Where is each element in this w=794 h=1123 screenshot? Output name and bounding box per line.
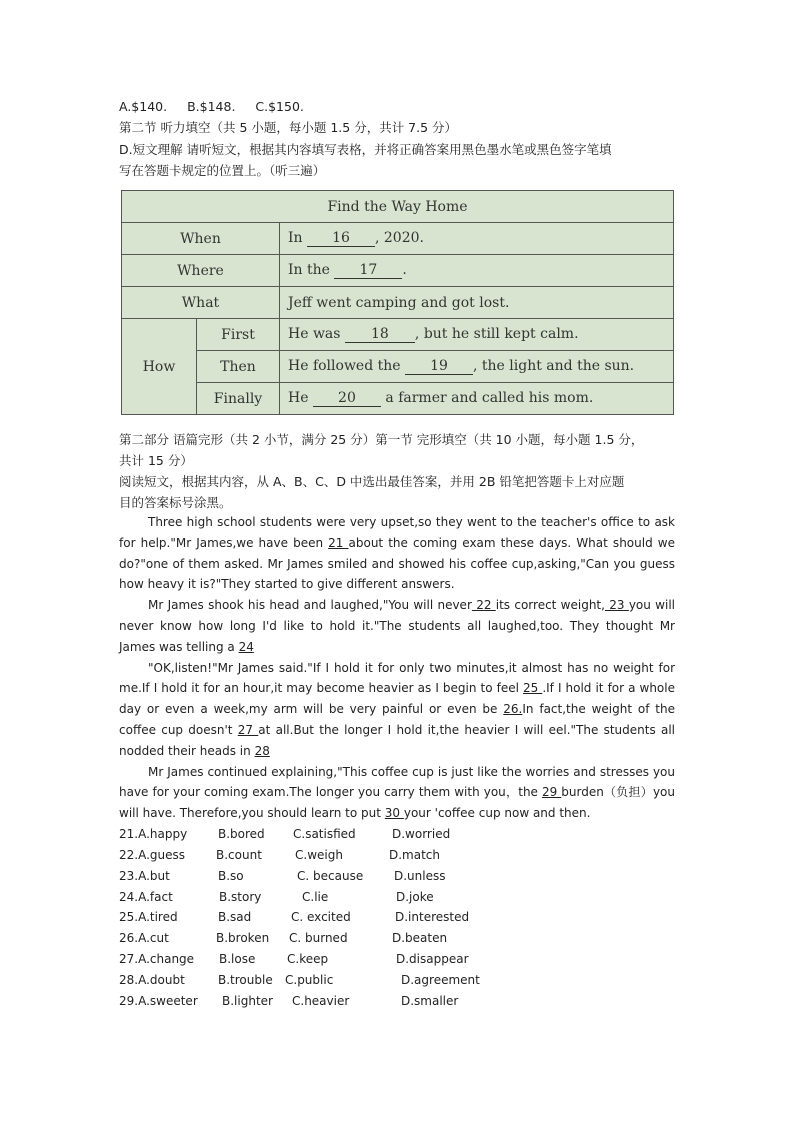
passage-paragraph-4: Mr James continued explaining,"This coffee cup is just like the worries and stresses you have for your coming exam.The longer you carry them with you，the 29 burden（负担）you will have. Therefore,you should learn to put 30 your 'coffee cup now and then.	[119, 764, 675, 821]
first-label: First	[197, 319, 280, 351]
table-title: Find the Way Home	[122, 191, 674, 223]
passage-paragraph-3: "OK,listen!"Mr James said."If I hold it for only two minutes,it almost has no weight for me.If I hold it for an hour,it may become heavier as I begin to feel 25 .If I hold it for a whole day or even a week,my arm will be very painful or even be 26.In fact,the weight of the coffee cup doesn't 27 at all.But the longer I hold it,the heavier I will eel."The students all nodded their heads in 28	[119, 660, 676, 758]
what-cell: Jeff went camping and got lost.	[280, 287, 674, 319]
cloze-passage	[119, 512, 675, 824]
blank-20: 20	[313, 390, 381, 407]
blank-25: 25	[522, 681, 543, 696]
blank-17: 17	[334, 262, 402, 279]
blank-19: 19	[405, 358, 473, 375]
blank-21: 21	[328, 535, 349, 550]
instruction-line-2: 写在答题卡规定的位置上。（听三遍）	[119, 163, 326, 178]
how-label: How	[122, 319, 197, 415]
then-cell: He followed the 19 , the light and the sun.	[280, 351, 674, 383]
blank-24: 24	[238, 639, 254, 654]
finally-label: Finally	[197, 383, 280, 415]
find-way-home-table	[121, 190, 674, 415]
what-label: What	[122, 287, 280, 319]
then-label: Then	[197, 351, 280, 383]
part2-instruction-line-2: 目的答案标号涂黑。	[119, 495, 232, 510]
when-label: When	[122, 223, 280, 255]
first-cell: He was 18 , but he still kept calm.	[280, 319, 674, 351]
where-label: Where	[122, 255, 280, 287]
instruction-line-1: D.短文理解 请听短文，根据其内容填写表格，并将正确答案用黑色墨水笔或黑色签字笔填	[119, 142, 612, 157]
part2-title-line-1: 第二部分 语篇完形（共 2 小节，满分 25 分）第一节 完形填空（共 10 小题，每小题 1.5 分，	[119, 432, 644, 447]
blank-16: 16	[307, 230, 375, 247]
section2-title: 第二节 听力填空（共 5 小题，每小题 1.5 分，共计 7.5 分）	[119, 120, 458, 135]
blank-29: 29	[541, 785, 562, 800]
passage-paragraph-2: Mr James shook his head and laughed,"You will never 22 its correct weight, 23 you will never know how long I'd like to hold it."The students all laughed,too. They thought Mr James was telling a 24	[119, 598, 675, 654]
blank-18: 18	[345, 326, 415, 343]
passage-paragraph-1: Three high school students were very upset,so they went to the teacher's office to ask for help."Mr James,we have been 21 about the coming exam these days. What should we do?"one of them asked. Mr James smiled and showed his coffee cup,asking,"Can you guess how heavy it is?"They started to give different answers.	[119, 515, 675, 592]
prev-question-options	[119, 96, 304, 117]
option-b: B.$148.	[187, 99, 236, 114]
finally-cell: He 20 a farmer and called his mom.	[280, 383, 674, 415]
part2-instruction-line-1: 阅读短文，根据其内容，从 A、B、C、D 中选出最佳答案，并用 2B 铅笔把答题卡上对应题	[119, 474, 625, 489]
when-cell: In 16 , 2020.	[280, 223, 674, 255]
blank-27: 27	[237, 722, 259, 737]
blank-22: 22	[471, 598, 496, 613]
where-cell: In the 17 .	[280, 255, 674, 287]
blank-23: 23	[604, 598, 629, 613]
blank-28: 28	[254, 743, 270, 758]
part2-title-line-2: 共计 15 分）	[119, 453, 193, 468]
option-a: A.$140.	[119, 99, 168, 114]
option-c: C.$150.	[255, 99, 304, 114]
blank-26: 26.	[503, 702, 523, 717]
blank-30: 30	[384, 806, 404, 821]
